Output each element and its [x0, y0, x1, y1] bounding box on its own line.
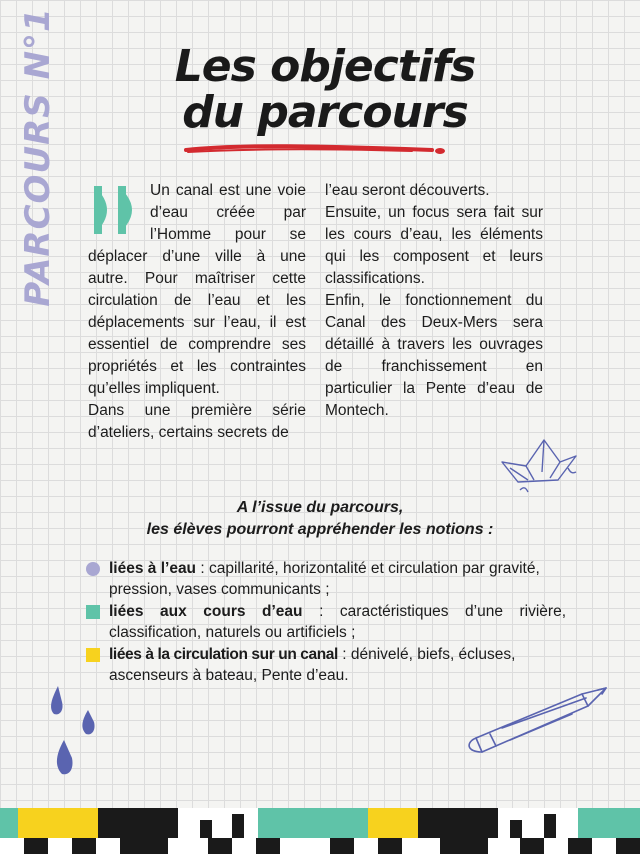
notion-text: : dénivelé, biefs, écluses, ascenseurs à bateau, Pente d’eau.: [109, 646, 516, 684]
notion-text: : caractéristiques d’une rivière, classification, naturels ou artificiels ;: [109, 603, 567, 641]
title-underline: [182, 138, 447, 158]
water-drops-icon: [48, 686, 102, 782]
intro-paragraph-5: Enfin, le fonctionnement du Canal des Deux-Mers sera détaillé à travers les ouvrages de franchissement en particulier la Pente d’eau de Montech.: [325, 292, 543, 419]
notion-label: liées aux cours d’eau: [109, 603, 303, 620]
intro-paragraph-3: l’eau seront découverts.: [325, 182, 490, 199]
paper-boat-icon: [498, 432, 580, 498]
teal-square-bullet-icon: [86, 605, 100, 619]
text-column-right: [325, 180, 543, 422]
intro-paragraph-1: Un canal est une voie d’eau créée par l’Homme pour se déplacer d’une ville à une autre. Pour maîtriser cette circulation de l’eau et les déplacements sur l’eau, il est essentiel de comprendre ses propriétés et les contraintes qu’elles impliquent.: [88, 182, 306, 397]
intro-paragraph-4: Ensuite, un focus sera fait sur les cours d’eau, les éléments qui les composent et leurs classifications.: [325, 204, 543, 287]
notion-item-water: [86, 558, 566, 600]
side-label: [18, 7, 58, 307]
text-column-left: [88, 180, 306, 444]
notions-intro-line-2: les élèves pourront appréhender les notions :: [146, 521, 494, 538]
notion-label: liées à la circulation sur un canal: [109, 646, 338, 663]
yellow-square-bullet-icon: [86, 648, 100, 662]
pencil-icon: [462, 680, 612, 760]
decorative-stripes: [0, 808, 640, 854]
notions-list: [86, 558, 566, 687]
lavender-circle-bullet-icon: [86, 562, 100, 576]
notions-intro-line-1: A l’issue du parcours,: [236, 499, 404, 516]
page-title: [110, 41, 540, 138]
intro-paragraph-2: Dans une première série d’ateliers, certains secrets de: [88, 402, 306, 441]
title-line-2: du parcours: [182, 87, 468, 138]
notion-item-rivers: [86, 601, 566, 643]
notions-intro: [60, 497, 580, 541]
side-label-text: PARCOURS N°1: [18, 7, 58, 307]
notion-label: liées à l’eau: [109, 560, 197, 577]
title-line-1: Les objectifs: [174, 41, 476, 92]
notion-text: : capillarité, horizontalité et circulation par gravité, pression, vases communicants ;: [109, 560, 540, 598]
quote-space: [88, 180, 150, 246]
